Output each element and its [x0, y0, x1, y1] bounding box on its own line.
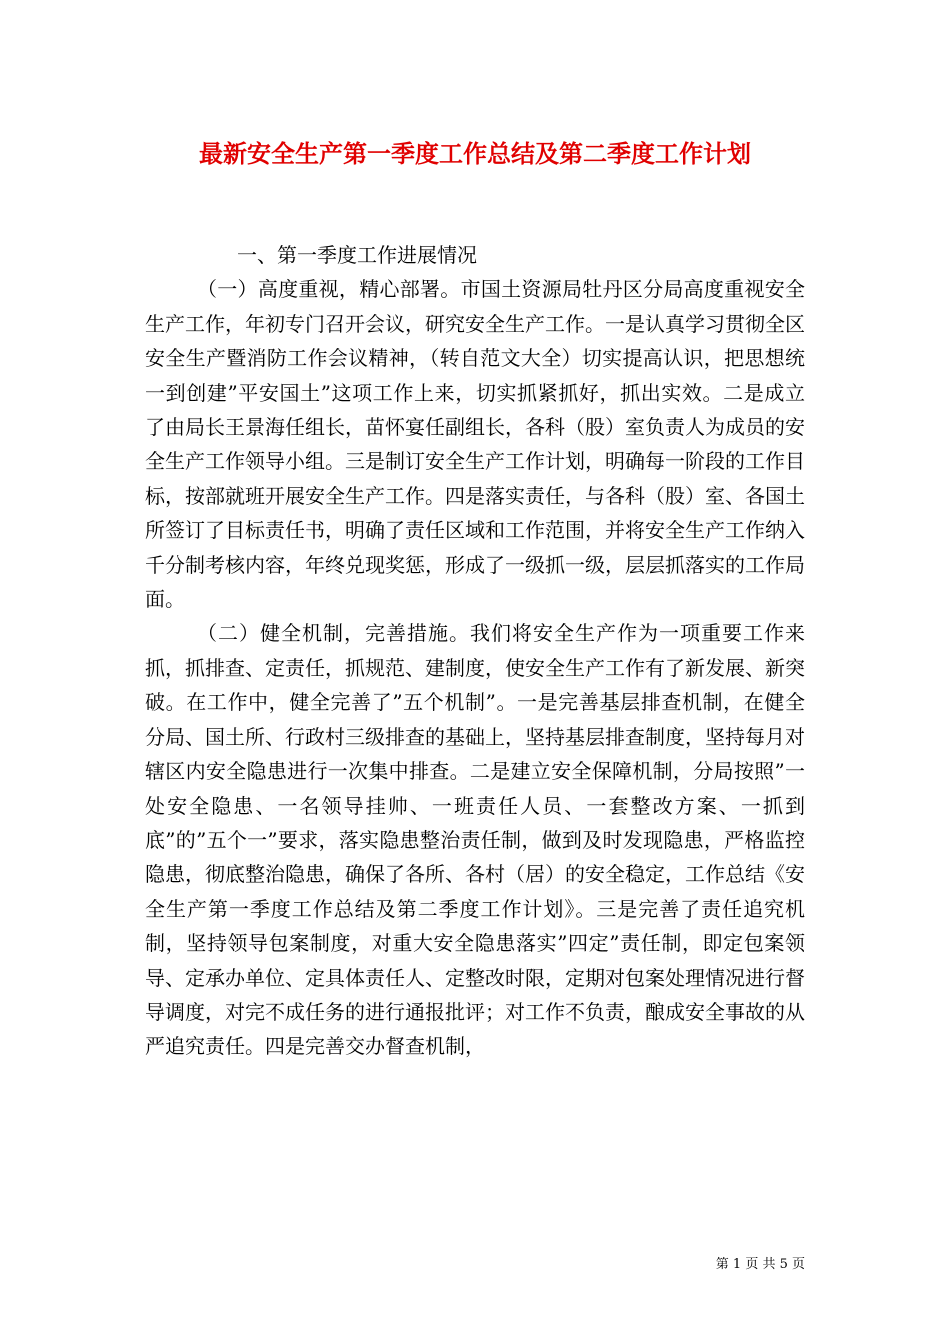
paragraph: （二）健全机制，完善措施。我们将安全生产作为一项重要工作来抓，抓排查、定责任，抓规范、建制度，使安全生产工作有了新发展、新突破。在工作中，健全完善了”五个机制”。一是完善基层排查机制，在健全分局、国土所、行政村三级排查的基础上，坚持基层排查制度，坚持每月对辖区内安全隐患进行一次集中排查。二是建立安全保障机制，分局按照”一处安全隐患、一名领导挂帅、一班责任人员、一套整改方案、一抓到底”的”五个一”要求，落实隐患整治责任制，做到及时发现隐患，严格监控隐患，彻底整治隐患，确保了各所、各村（居）的安全稳定，工作总结《安全生产第一季度工作总结及第二季度工作计划》。三是完善了责任追究机制，坚持领导包案制度，对重大安全隐患落实”四定”责任制，即定包案领导、定承办单位、定具体责任人、定整改时限，定期对包案处理情况进行督导调度，对完不成任务的进行通报批评；对工作不负责，酿成安全事故的从严追究责任。四是完善交办督查机制， — [145, 621, 805, 1059]
section-heading: 一、第一季度工作进展情况 — [237, 243, 477, 267]
document-body — [145, 238, 805, 1064]
paragraph: （一）高度重视，精心部署。市国土资源局牡丹区分局高度重视安全生产工作，年初专门召开会议，研究安全生产工作。一是认真学习贯彻全区安全生产暨消防工作会议精神，（转自范文大全）切实提高认识，把思想统一到创建”平安国土”这项工作上来，切实抓紧抓好，抓出实效。二是成立了由局长王景海任组长，苗怀宴任副组长，各科（股）室负责人为成员的安全生产工作领导小组。三是制订安全生产工作计划，明确每一阶段的工作目标，按部就班开展安全生产工作。四是落实责任，与各科（股）室、各国土所签订了目标责任书，明确了责任区域和工作范围，并将安全生产工作纳入千分制考核内容，年终兑现奖惩，形成了一级抓一级，层层抓落实的工作局面。 — [145, 277, 805, 612]
page-title: 最新安全生产第一季度工作总结及第二季度工作计划 — [199, 139, 751, 168]
page-number: 第 1 页 共 5 页 — [715, 1257, 805, 1272]
